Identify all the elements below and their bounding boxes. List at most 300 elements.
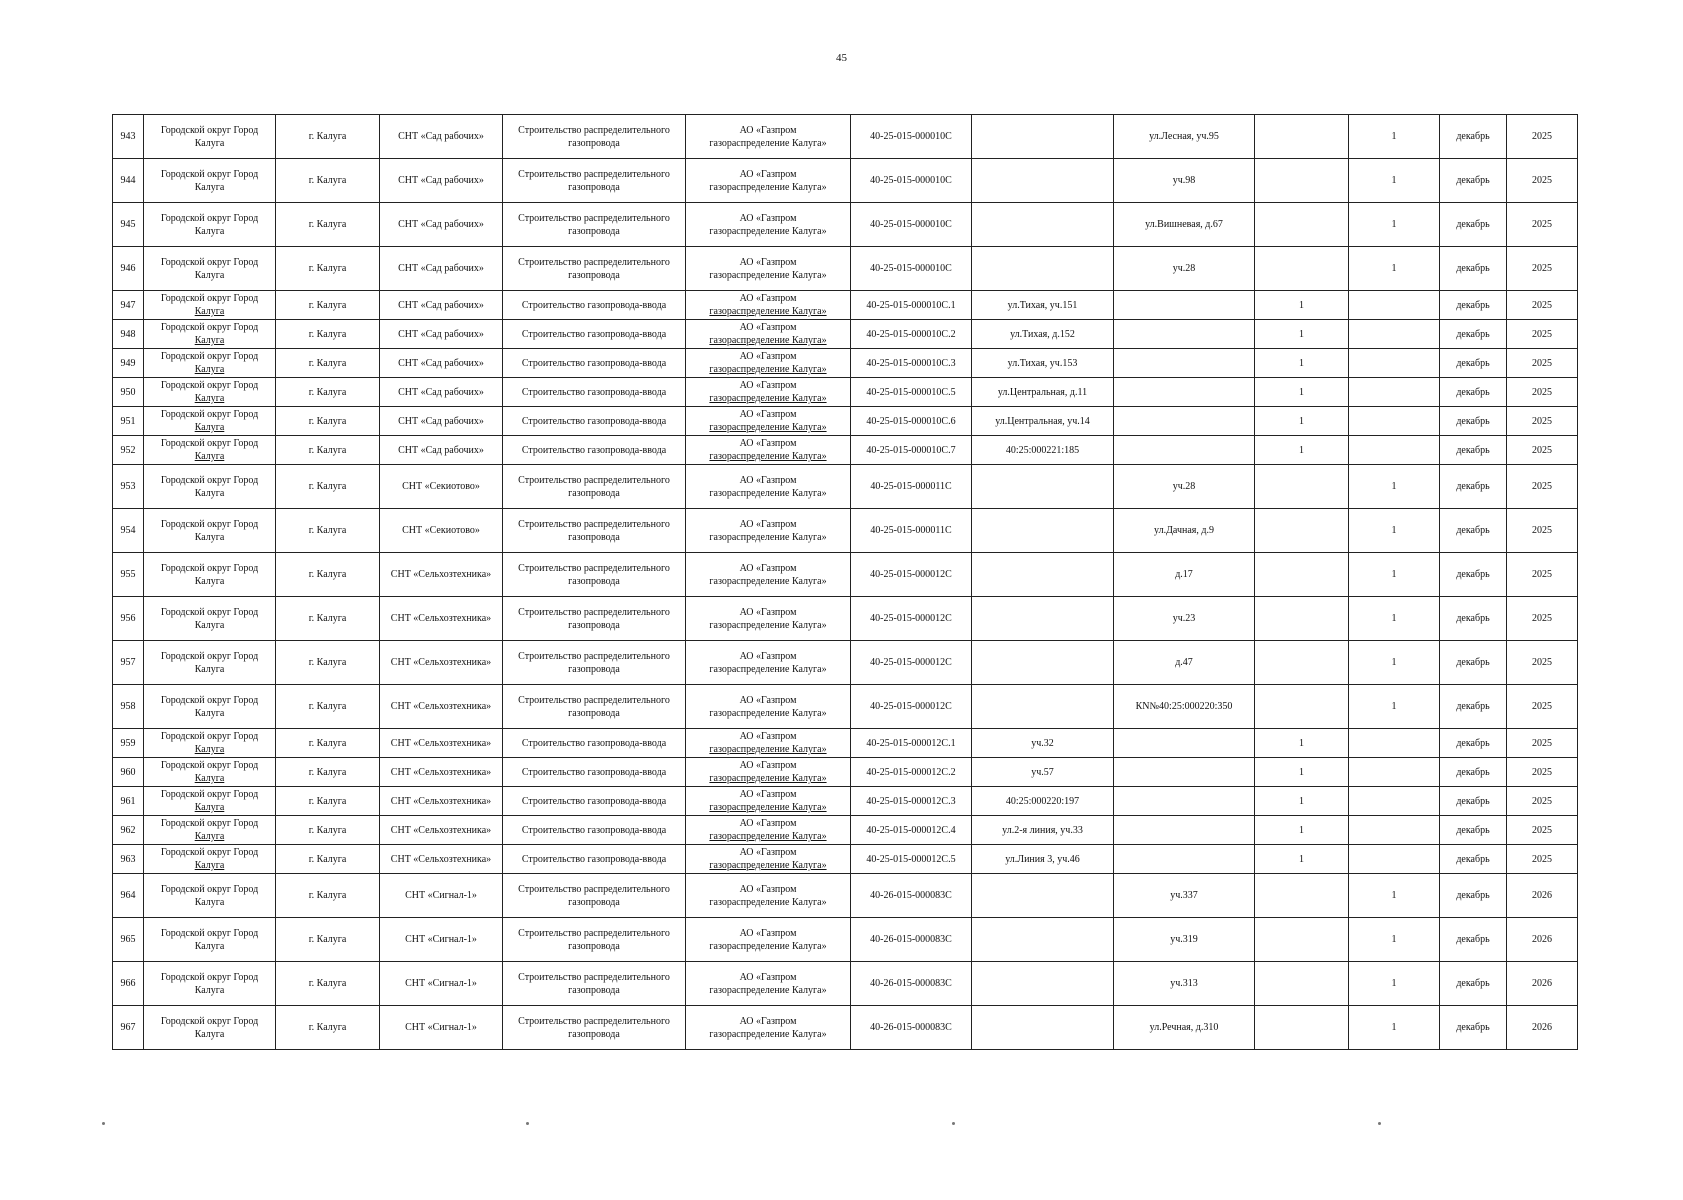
organization-cell-line: АО «Газпром (739, 438, 797, 449)
input-count-cell: 1 (1255, 845, 1349, 874)
organization-cell (686, 378, 851, 407)
input-count-cell: 1 (1255, 378, 1349, 407)
district-cell (144, 729, 276, 758)
snt-name-cell: СНТ «Сад рабочих» (380, 247, 503, 291)
organization-cell-line: АО «Газпром (739, 351, 797, 362)
object-code-cell: 40-25-015-000012С.5 (851, 845, 972, 874)
district-cell-line: Городской округ Город (160, 518, 259, 530)
month-cell: декабрь (1440, 845, 1507, 874)
work-type-cell-line: газопровода (568, 984, 620, 996)
work-type-cell-line: Строительство газопровода-ввода (521, 824, 667, 836)
snt-name-cell: СНТ «Сад рабочих» (380, 320, 503, 349)
input-count-cell: 1 (1255, 758, 1349, 787)
gasification-schedule-table (112, 114, 1578, 1050)
work-type-cell (503, 685, 686, 729)
object-code-cell: 40-25-015-000010С (851, 159, 972, 203)
organization-cell-line: АО «Газпром (739, 694, 797, 706)
work-type-cell-line: газопровода (568, 940, 620, 952)
month-cell: декабрь (1440, 685, 1507, 729)
table-row (113, 509, 1578, 553)
table-row (113, 378, 1578, 407)
district-cell-line: Калуга (194, 831, 225, 842)
month-cell: декабрь (1440, 553, 1507, 597)
snt-name-cell: СНТ «Сельхозтехника» (380, 787, 503, 816)
snt-name-cell: СНТ «Сельхозтехника» (380, 758, 503, 787)
organization-cell (686, 918, 851, 962)
input-address-cell: ул.Тихая, д.152 (972, 320, 1114, 349)
row-number-cell: 962 (113, 816, 144, 845)
district-cell-line: Калуга (194, 225, 225, 237)
work-type-cell (503, 845, 686, 874)
organization-cell-line: газораспределение Калуга» (709, 773, 827, 784)
input-count-cell (1255, 553, 1349, 597)
district-cell-line: Калуга (194, 422, 225, 433)
table-row (113, 159, 1578, 203)
page-number: 45 (836, 52, 847, 64)
district-cell-line: Городской округ Город (160, 760, 259, 771)
work-type-cell (503, 436, 686, 465)
district-cell-line: Городской округ Город (160, 124, 259, 136)
year-cell: 2025 (1507, 247, 1578, 291)
table-row (113, 685, 1578, 729)
snt-name-cell: СНТ «Сигнал-1» (380, 874, 503, 918)
network-count-cell: 1 (1349, 962, 1440, 1006)
organization-cell-line: АО «Газпром (739, 474, 797, 486)
organization-cell (686, 247, 851, 291)
district-cell (144, 874, 276, 918)
network-address-cell (1114, 349, 1255, 378)
organization-cell-line: АО «Газпром (739, 562, 797, 574)
table-row (113, 320, 1578, 349)
district-cell-line: Городской округ Город (160, 927, 259, 939)
district-cell (144, 758, 276, 787)
network-address-cell: ул.Дачная, д.9 (1114, 509, 1255, 553)
organization-cell-line: АО «Газпром (739, 971, 797, 983)
input-address-cell (972, 874, 1114, 918)
table-row (113, 115, 1578, 159)
network-address-cell: уч.98 (1114, 159, 1255, 203)
input-address-cell: 40:25:000221:185 (972, 436, 1114, 465)
network-address-cell: уч.337 (1114, 874, 1255, 918)
work-type-cell (503, 378, 686, 407)
district-cell-line: Калуга (194, 393, 225, 404)
organization-cell-line: газораспределение Калуга» (709, 393, 827, 404)
month-cell: декабрь (1440, 918, 1507, 962)
organization-cell (686, 787, 851, 816)
input-address-cell: 40:25:000220:197 (972, 787, 1114, 816)
input-address-cell: ул.Центральная, уч.14 (972, 407, 1114, 436)
network-count-cell: 1 (1349, 247, 1440, 291)
district-cell (144, 407, 276, 436)
row-number-cell: 961 (113, 787, 144, 816)
work-type-cell-line: Строительство распределительного (518, 694, 670, 706)
year-cell: 2025 (1507, 787, 1578, 816)
month-cell: декабрь (1440, 1006, 1507, 1050)
organization-cell-line: газораспределение Калуга» (709, 940, 827, 952)
district-cell (144, 291, 276, 320)
network-address-cell: ул.Вишневая, д.67 (1114, 203, 1255, 247)
year-cell: 2026 (1507, 1006, 1578, 1050)
city-cell: г. Калуга (276, 115, 380, 159)
scan-mark (102, 1122, 105, 1125)
city-cell: г. Калуга (276, 203, 380, 247)
district-cell-line: Калуга (194, 269, 225, 281)
input-count-cell: 1 (1255, 291, 1349, 320)
district-cell-line: Городской округ Город (160, 409, 259, 420)
year-cell: 2025 (1507, 159, 1578, 203)
organization-cell (686, 758, 851, 787)
work-type-cell (503, 407, 686, 436)
organization-cell (686, 845, 851, 874)
year-cell: 2025 (1507, 597, 1578, 641)
organization-cell-line: АО «Газпром (739, 927, 797, 939)
object-code-cell: 40-25-015-000012С (851, 685, 972, 729)
city-cell: г. Калуга (276, 874, 380, 918)
district-cell-line: Калуга (194, 940, 225, 952)
snt-name-cell: СНТ «Сад рабочих» (380, 349, 503, 378)
organization-cell-line: АО «Газпром (739, 760, 797, 771)
row-number-cell: 952 (113, 436, 144, 465)
object-code-cell: 40-25-015-000012С.4 (851, 816, 972, 845)
snt-name-cell: СНТ «Секиотово» (380, 509, 503, 553)
city-cell: г. Калуга (276, 962, 380, 1006)
year-cell: 2025 (1507, 729, 1578, 758)
network-count-cell: 1 (1349, 203, 1440, 247)
work-type-cell-line: Строительство распределительного (518, 474, 670, 486)
district-cell-line: Калуга (194, 181, 225, 193)
district-cell-line: Калуга (194, 744, 225, 755)
city-cell: г. Калуга (276, 787, 380, 816)
organization-cell (686, 685, 851, 729)
input-address-cell (972, 203, 1114, 247)
organization-cell (686, 159, 851, 203)
month-cell: декабрь (1440, 874, 1507, 918)
city-cell: г. Калуга (276, 553, 380, 597)
district-cell-line: Калуга (194, 896, 225, 908)
organization-cell-line: газораспределение Калуга» (709, 422, 827, 433)
input-address-cell (972, 509, 1114, 553)
snt-name-cell: СНТ «Сад рабочих» (380, 291, 503, 320)
work-type-cell (503, 787, 686, 816)
snt-name-cell: СНТ «Сад рабочих» (380, 203, 503, 247)
work-type-cell (503, 247, 686, 291)
work-type-cell-line: Строительство распределительного (518, 124, 670, 136)
object-code-cell: 40-25-015-000012С (851, 597, 972, 641)
input-count-cell (1255, 115, 1349, 159)
district-cell (144, 641, 276, 685)
organization-cell-line: газораспределение Калуга» (709, 225, 827, 237)
work-type-cell-line: Строительство распределительного (518, 1015, 670, 1027)
snt-name-cell: СНТ «Сад рабочих» (380, 378, 503, 407)
city-cell: г. Калуга (276, 641, 380, 685)
work-type-cell-line: Строительство газопровода-ввода (521, 415, 667, 427)
scan-mark (1378, 1122, 1381, 1125)
organization-cell-line: газораспределение Калуга» (709, 269, 827, 281)
work-type-cell (503, 597, 686, 641)
month-cell: декабрь (1440, 320, 1507, 349)
organization-cell-line: газораспределение Калуга» (709, 531, 827, 543)
district-cell-line: Городской округ Город (160, 971, 259, 983)
month-cell: декабрь (1440, 291, 1507, 320)
district-cell-line: Калуга (194, 1028, 225, 1040)
month-cell: декабрь (1440, 509, 1507, 553)
work-type-cell-line: Строительство распределительного (518, 256, 670, 268)
network-count-cell: 1 (1349, 685, 1440, 729)
input-address-cell (972, 918, 1114, 962)
district-cell-line: Городской округ Город (160, 818, 259, 829)
work-type-cell-line: Строительство газопровода-ввода (521, 357, 667, 369)
organization-cell-line: газораспределение Калуга» (709, 744, 827, 755)
row-number-cell: 960 (113, 758, 144, 787)
table-row (113, 845, 1578, 874)
organization-cell-line: АО «Газпром (739, 1015, 797, 1027)
district-cell-line: Калуга (194, 306, 225, 317)
organization-cell-line: АО «Газпром (739, 818, 797, 829)
year-cell: 2025 (1507, 291, 1578, 320)
city-cell: г. Калуга (276, 159, 380, 203)
month-cell: декабрь (1440, 787, 1507, 816)
row-number-cell: 950 (113, 378, 144, 407)
work-type-cell-line: газопровода (568, 487, 620, 499)
snt-name-cell: СНТ «Сельхозтехника» (380, 685, 503, 729)
table-row (113, 553, 1578, 597)
work-type-cell (503, 115, 686, 159)
organization-cell-line: газораспределение Калуга» (709, 364, 827, 375)
work-type-cell-line: Строительство газопровода-ввода (521, 444, 667, 456)
network-count-cell (1349, 729, 1440, 758)
input-count-cell: 1 (1255, 320, 1349, 349)
input-count-cell: 1 (1255, 407, 1349, 436)
object-code-cell: 40-25-015-000012С (851, 641, 972, 685)
district-cell-line: Калуга (194, 707, 225, 719)
table-row (113, 1006, 1578, 1050)
object-code-cell: 40-25-015-000010С (851, 247, 972, 291)
city-cell: г. Калуга (276, 509, 380, 553)
table-row (113, 597, 1578, 641)
work-type-cell (503, 816, 686, 845)
organization-cell-line: газораспределение Калуга» (709, 831, 827, 842)
row-number-cell: 966 (113, 962, 144, 1006)
snt-name-cell: СНТ «Сад рабочих» (380, 159, 503, 203)
work-type-cell-line: газопровода (568, 269, 620, 281)
district-cell-line: Городской округ Город (160, 1015, 259, 1027)
input-count-cell (1255, 685, 1349, 729)
month-cell: декабрь (1440, 641, 1507, 685)
input-count-cell: 1 (1255, 729, 1349, 758)
organization-cell-line: газораспределение Калуга» (709, 137, 827, 149)
work-type-cell-line: газопровода (568, 531, 620, 543)
district-cell-line: Городской округ Город (160, 351, 259, 362)
organization-cell (686, 436, 851, 465)
object-code-cell: 40-25-015-000010С.3 (851, 349, 972, 378)
network-count-cell: 1 (1349, 465, 1440, 509)
district-cell (144, 378, 276, 407)
object-code-cell: 40-25-015-000010С.5 (851, 378, 972, 407)
snt-name-cell: СНТ «Секиотово» (380, 465, 503, 509)
organization-cell-line: АО «Газпром (739, 518, 797, 530)
work-type-cell-line: газопровода (568, 575, 620, 587)
year-cell: 2025 (1507, 509, 1578, 553)
input-count-cell (1255, 962, 1349, 1006)
row-number-cell: 953 (113, 465, 144, 509)
organization-cell-line: АО «Газпром (739, 789, 797, 800)
work-type-cell-line: Строительство распределительного (518, 927, 670, 939)
network-address-cell: д.17 (1114, 553, 1255, 597)
city-cell: г. Калуга (276, 378, 380, 407)
city-cell: г. Калуга (276, 845, 380, 874)
district-cell (144, 685, 276, 729)
row-number-cell: 964 (113, 874, 144, 918)
table-row (113, 816, 1578, 845)
scan-mark (952, 1122, 955, 1125)
organization-cell-line: АО «Газпром (739, 293, 797, 304)
network-count-cell: 1 (1349, 641, 1440, 685)
object-code-cell: 40-26-015-000083С (851, 1006, 972, 1050)
city-cell: г. Калуга (276, 349, 380, 378)
table-row (113, 291, 1578, 320)
table-row (113, 349, 1578, 378)
district-cell-line: Городской округ Город (160, 562, 259, 574)
work-type-cell (503, 159, 686, 203)
organization-cell-line: АО «Газпром (739, 168, 797, 180)
work-type-cell (503, 1006, 686, 1050)
organization-cell (686, 291, 851, 320)
row-number-cell: 958 (113, 685, 144, 729)
input-count-cell (1255, 1006, 1349, 1050)
district-cell-line: Калуга (194, 575, 225, 587)
work-type-cell (503, 465, 686, 509)
network-count-cell: 1 (1349, 874, 1440, 918)
organization-cell (686, 729, 851, 758)
organization-cell-line: газораспределение Калуга» (709, 896, 827, 908)
input-count-cell (1255, 509, 1349, 553)
network-count-cell (1349, 845, 1440, 874)
organization-cell-line: газораспределение Калуга» (709, 306, 827, 317)
organization-cell-line: АО «Газпром (739, 409, 797, 420)
network-address-cell: ул.Речная, д.310 (1114, 1006, 1255, 1050)
snt-name-cell: СНТ «Сельхозтехника» (380, 553, 503, 597)
network-address-cell (1114, 436, 1255, 465)
city-cell: г. Калуга (276, 320, 380, 349)
input-address-cell (972, 247, 1114, 291)
network-address-cell (1114, 787, 1255, 816)
month-cell: декабрь (1440, 729, 1507, 758)
work-type-cell-line: Строительство газопровода-ввода (521, 766, 667, 778)
district-cell-line: Калуга (194, 860, 225, 871)
object-code-cell: 40-26-015-000083С (851, 918, 972, 962)
organization-cell-line: газораспределение Калуга» (709, 575, 827, 587)
input-address-cell (972, 553, 1114, 597)
month-cell: декабрь (1440, 436, 1507, 465)
network-address-cell (1114, 407, 1255, 436)
district-cell-line: Калуга (194, 451, 225, 462)
year-cell: 2025 (1507, 758, 1578, 787)
work-type-cell-line: газопровода (568, 896, 620, 908)
district-cell (144, 816, 276, 845)
city-cell: г. Калуга (276, 685, 380, 729)
organization-cell-line: газораспределение Калуга» (709, 451, 827, 462)
city-cell: г. Калуга (276, 597, 380, 641)
organization-cell-line: АО «Газпром (739, 606, 797, 618)
input-address-cell: ул.Центральная, д.11 (972, 378, 1114, 407)
work-type-cell-line: Строительство распределительного (518, 883, 670, 895)
input-address-cell: уч.57 (972, 758, 1114, 787)
table-row (113, 918, 1578, 962)
work-type-cell-line: Строительство газопровода-ввода (521, 386, 667, 398)
work-type-cell (503, 918, 686, 962)
row-number-cell: 948 (113, 320, 144, 349)
network-count-cell: 1 (1349, 1006, 1440, 1050)
district-cell-line: Городской округ Город (160, 293, 259, 304)
district-cell-line: Калуга (194, 984, 225, 996)
work-type-cell-line: Строительство газопровода-ввода (521, 853, 667, 865)
input-address-cell (972, 962, 1114, 1006)
work-type-cell-line: газопровода (568, 181, 620, 193)
district-cell (144, 247, 276, 291)
work-type-cell (503, 291, 686, 320)
city-cell: г. Калуга (276, 816, 380, 845)
table-row (113, 874, 1578, 918)
year-cell: 2025 (1507, 203, 1578, 247)
object-code-cell: 40-25-015-000012С.3 (851, 787, 972, 816)
row-number-cell: 965 (113, 918, 144, 962)
year-cell: 2026 (1507, 874, 1578, 918)
city-cell: г. Калуга (276, 465, 380, 509)
network-address-cell: уч.313 (1114, 962, 1255, 1006)
month-cell: декабрь (1440, 378, 1507, 407)
organization-cell (686, 509, 851, 553)
network-count-cell (1349, 436, 1440, 465)
row-number-cell: 944 (113, 159, 144, 203)
district-cell-line: Городской округ Город (160, 789, 259, 800)
city-cell: г. Калуга (276, 407, 380, 436)
network-count-cell: 1 (1349, 918, 1440, 962)
district-cell-line: Городской округ Город (160, 883, 259, 895)
district-cell (144, 553, 276, 597)
district-cell-line: Городской округ Город (160, 168, 259, 180)
network-address-cell (1114, 758, 1255, 787)
input-address-cell: ул.Линия 3, уч.46 (972, 845, 1114, 874)
organization-cell-line: АО «Газпром (739, 650, 797, 662)
organization-cell-line: газораспределение Калуга» (709, 1028, 827, 1040)
row-number-cell: 957 (113, 641, 144, 685)
network-count-cell (1349, 320, 1440, 349)
organization-cell-line: АО «Газпром (739, 731, 797, 742)
organization-cell (686, 465, 851, 509)
organization-cell (686, 115, 851, 159)
network-address-cell: КN№40:25:000220:350 (1114, 685, 1255, 729)
snt-name-cell: СНТ «Сад рабочих» (380, 436, 503, 465)
district-cell-line: Городской округ Город (160, 256, 259, 268)
network-count-cell (1349, 291, 1440, 320)
object-code-cell: 40-26-015-000083С (851, 874, 972, 918)
year-cell: 2025 (1507, 553, 1578, 597)
organization-cell-line: газораспределение Калуга» (709, 181, 827, 193)
district-cell (144, 349, 276, 378)
network-count-cell: 1 (1349, 159, 1440, 203)
organization-cell-line: АО «Газпром (739, 322, 797, 333)
district-cell (144, 787, 276, 816)
district-cell-line: Городской округ Город (160, 650, 259, 662)
work-type-cell (503, 641, 686, 685)
organization-cell (686, 641, 851, 685)
organization-cell (686, 962, 851, 1006)
district-cell (144, 845, 276, 874)
month-cell: декабрь (1440, 962, 1507, 1006)
row-number-cell: 945 (113, 203, 144, 247)
district-cell (144, 509, 276, 553)
work-type-cell-line: газопровода (568, 1028, 620, 1040)
